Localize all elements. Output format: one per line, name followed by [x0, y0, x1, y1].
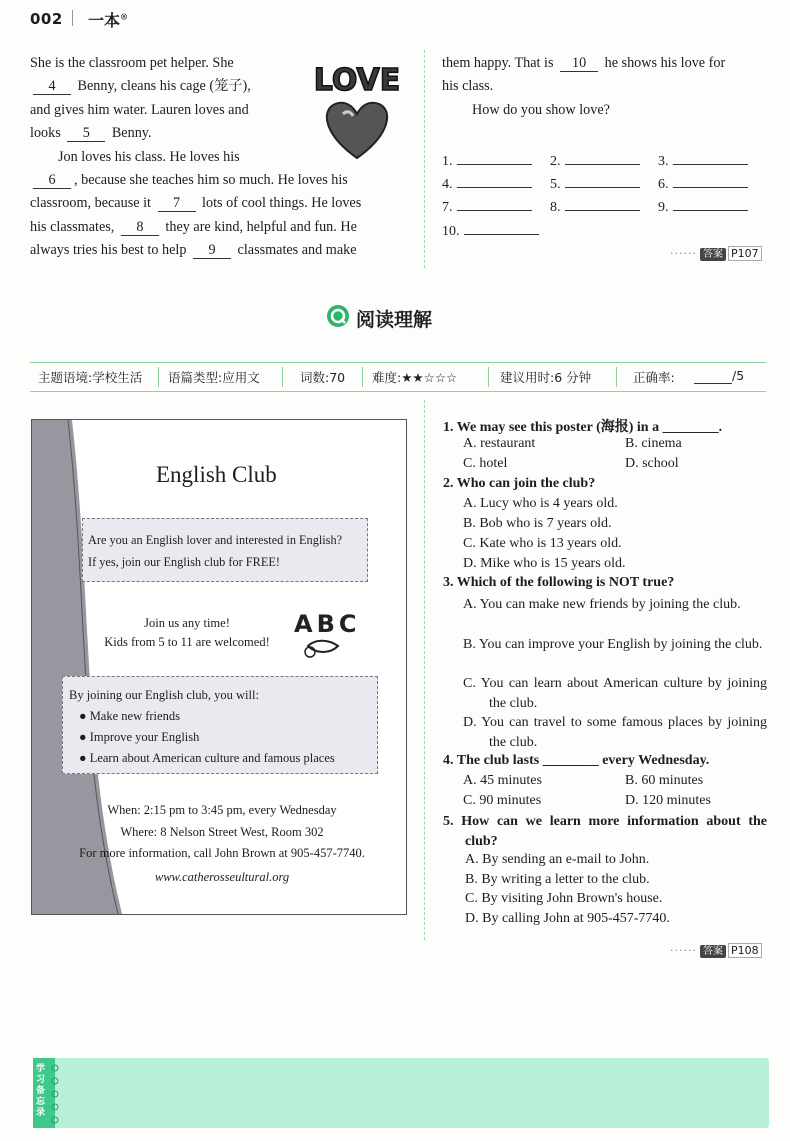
- info-bar: [30, 362, 766, 392]
- spiral-binding-icon: [50, 1062, 60, 1124]
- poster-benefit-text: Improve your English: [89, 730, 200, 744]
- question-4: [443, 753, 709, 769]
- poster-intro-line: If yes, join our English club for FREE!: [88, 555, 280, 569]
- question-text: Who can join the club?: [456, 476, 596, 491]
- answer-slot-7[interactable]: [442, 196, 532, 216]
- answer-slot-9[interactable]: [658, 196, 748, 216]
- answer-ref-page: P108: [728, 943, 762, 958]
- question-text: The club lasts ________ every Wednesday.: [456, 753, 710, 768]
- cloze-line: [442, 99, 766, 122]
- answer-line[interactable]: [457, 173, 532, 188]
- question-number: 5.: [443, 814, 454, 829]
- brand-text: 一本: [88, 11, 121, 30]
- page-number: 002: [30, 10, 63, 28]
- memo-area[interactable]: [33, 1058, 769, 1128]
- poster-intro-line: Are you an English lover and interested in English?: [88, 533, 343, 547]
- poster-details: [52, 800, 392, 888]
- cloze-text: and gives him water. Lauren loves and: [30, 101, 249, 118]
- info-genre: 语篇类型:应用文: [168, 370, 260, 385]
- answer-ref-dots: ······: [670, 944, 697, 957]
- cloze-text: they are kind, helpful and fun. He: [165, 218, 357, 235]
- answer-line[interactable]: [457, 150, 532, 165]
- answer-reference: [670, 245, 762, 260]
- accuracy-input[interactable]: [694, 383, 732, 384]
- poster-where: Where: 8 Nelson Street West, Room 302: [120, 824, 324, 839]
- blank-6[interactable]: 6: [33, 172, 71, 189]
- cloze-text: classroom, because it: [30, 195, 151, 212]
- answer-line[interactable]: [673, 173, 748, 188]
- answer-slot-4[interactable]: [442, 173, 532, 193]
- cloze-line: [30, 99, 296, 122]
- option-2a[interactable]: A. Lucy who is 4 years old.: [463, 496, 618, 511]
- answer-number: 10.: [442, 224, 460, 239]
- option-5b[interactable]: B. By writing a letter to the club.: [465, 872, 650, 887]
- answer-slot-1[interactable]: [442, 150, 532, 170]
- cloze-line: [442, 75, 766, 98]
- info-divider: [616, 367, 617, 387]
- question-3: [443, 575, 674, 591]
- poster-benefits-head: By joining our English club, you will:: [69, 688, 259, 702]
- answer-number: 4.: [442, 177, 453, 192]
- cloze-text: , because she teaches him so much. He loves his: [74, 172, 348, 189]
- info-word-count: 词数:70: [300, 370, 346, 385]
- cloze-line: [30, 75, 296, 98]
- abc-text: ABC: [294, 610, 361, 638]
- option-4c[interactable]: C. 90 minutes: [463, 793, 542, 808]
- info-divider: [362, 367, 363, 387]
- love-sticker: [303, 58, 411, 162]
- answer-slot-8[interactable]: [550, 196, 640, 216]
- poster-contact: For more information, call John Brown at 905-457-7740.: [79, 846, 365, 860]
- option-1c[interactable]: C. hotel: [463, 456, 508, 471]
- answer-ref-page: P107: [728, 246, 762, 261]
- cloze-line: [442, 52, 766, 75]
- love-sticker-text: LOVE: [313, 63, 401, 98]
- question-text: We may see this poster (海报) in a ________.: [456, 420, 723, 435]
- poster-url: www.catherosseultural.org: [154, 869, 290, 884]
- info-accuracy-total: /5: [732, 368, 745, 383]
- option-2c[interactable]: C. Kate who is 13 years old.: [463, 536, 622, 551]
- cloze-line: [30, 216, 410, 239]
- cloze-text: classmates and make: [237, 242, 357, 259]
- section-badge-icon: [326, 304, 350, 328]
- answer-number: 1.: [442, 154, 453, 169]
- cloze-text: She is the classroom pet helper. She: [30, 55, 234, 71]
- answer-number: 3.: [658, 154, 669, 169]
- answer-ref-label: 答案: [700, 945, 726, 958]
- answer-slot-10[interactable]: [442, 220, 539, 240]
- info-topic: 主题语境:学校生活: [38, 370, 143, 385]
- info-accuracy-label: 正确率:: [633, 370, 675, 385]
- option-3c[interactable]: C. You can learn about American culture by joining the club.: [463, 676, 767, 711]
- cloze-text: Benny.: [111, 125, 152, 142]
- option-4b[interactable]: B. 60 minutes: [625, 773, 704, 788]
- section-title: 阅读理解: [356, 309, 433, 331]
- answer-line[interactable]: [464, 220, 539, 235]
- poster-benefit-item: ● Improve your English: [79, 730, 200, 744]
- answer-number: 8.: [550, 200, 561, 215]
- question-text: Which of the following is NOT true?: [456, 575, 675, 590]
- question-2: [443, 476, 595, 492]
- brand-logo: [88, 8, 128, 31]
- poster-benefits-box: [62, 676, 378, 774]
- question-number: 1.: [443, 420, 454, 435]
- question-number: 3.: [443, 575, 454, 590]
- option-1d[interactable]: D. school: [625, 456, 679, 471]
- cloze-line: [30, 192, 410, 215]
- cloze-line: [30, 146, 296, 169]
- info-divider: [158, 367, 159, 387]
- answer-number: 2.: [550, 154, 561, 169]
- option-2d[interactable]: D. Mike who is 15 years old.: [463, 556, 626, 571]
- blank-8[interactable]: 8: [121, 219, 159, 236]
- option-3b[interactable]: B. You can improve your English by joining the club.: [463, 637, 763, 652]
- cloze-line: [30, 52, 296, 75]
- option-3d[interactable]: D. You can travel to some famous places by joining the club.: [463, 715, 767, 750]
- header-divider: [72, 10, 73, 26]
- cloze-line: [30, 122, 296, 145]
- poster-join-line: Join us any time!: [144, 616, 230, 630]
- option-5a[interactable]: A. By sending an e-mail to John.: [465, 852, 650, 867]
- poster-benefit-text: Learn about American culture and famous places: [89, 751, 335, 765]
- cloze-line: [30, 239, 410, 262]
- question-text: How can we learn more information about the club?: [461, 814, 768, 849]
- answer-slot-3[interactable]: [658, 150, 748, 170]
- answer-number: 5.: [550, 177, 561, 192]
- cloze-text: Benny, cleans his cage (笼子),: [77, 78, 251, 95]
- question-number: 2.: [443, 476, 454, 491]
- answer-reference: [670, 942, 762, 957]
- heart-icon: [303, 58, 411, 162]
- option-4d[interactable]: D. 120 minutes: [625, 793, 711, 808]
- option-2b[interactable]: B. Bob who is 7 years old.: [463, 516, 612, 531]
- blank-5[interactable]: 5: [67, 125, 105, 142]
- blank-7[interactable]: 7: [158, 195, 196, 212]
- answer-number: 7.: [442, 200, 453, 215]
- option-4a[interactable]: A. 45 minutes: [463, 773, 542, 788]
- answer-number: 6.: [658, 177, 669, 192]
- poster-when: When: 2:15 pm to 3:45 pm, every Wednesday: [107, 803, 337, 817]
- answer-line[interactable]: [457, 196, 532, 211]
- poster-benefit-item: ● Make new friends: [79, 709, 180, 723]
- poster-benefit-item: ● Learn about American culture and famous places: [79, 751, 335, 765]
- blank-10[interactable]: 10: [560, 55, 598, 72]
- cloze-text: always tries his best to help: [30, 242, 187, 259]
- cloze-text: them happy. That is: [442, 55, 554, 71]
- cloze-text: his classmates,: [30, 218, 115, 235]
- cloze-text: looks: [30, 125, 61, 142]
- question-1: [443, 416, 722, 436]
- answer-ref-label: 答案: [700, 248, 726, 261]
- option-5c[interactable]: C. By visiting John Brown's house.: [465, 891, 663, 906]
- info-divider: [282, 367, 283, 387]
- english-club-poster: [31, 419, 407, 915]
- option-3a[interactable]: A. You can make new friends by joining the club.: [463, 597, 741, 612]
- question-number: 4.: [443, 753, 454, 768]
- cloze-text: he shows his love for: [604, 55, 726, 71]
- answer-line[interactable]: [565, 173, 640, 188]
- poster-join-line: Kids from 5 to 11 are welcomed!: [104, 635, 270, 649]
- blank-4[interactable]: 4: [33, 78, 71, 95]
- cloze-text: his class.: [442, 78, 494, 95]
- abc-illustration-icon: [290, 606, 370, 666]
- cloze-text: How do you show love?: [472, 101, 610, 118]
- option-1b[interactable]: B. cinema: [625, 436, 682, 451]
- answer-line[interactable]: [565, 150, 640, 165]
- memo-label: 学习备忘录: [36, 1064, 46, 1118]
- answer-slot-5[interactable]: [550, 173, 640, 193]
- poster-title: English Club: [156, 462, 277, 487]
- cloze-text: Jon loves his class. He loves his: [58, 148, 240, 165]
- answer-number: 9.: [658, 200, 669, 215]
- cloze-passage-right: [442, 52, 766, 122]
- column-divider: [424, 400, 425, 940]
- brand-mark: ®: [120, 11, 129, 22]
- answer-slot-2[interactable]: [550, 150, 640, 170]
- info-difficulty: 难度:★★☆☆☆: [372, 370, 458, 385]
- poster-join-text: [92, 614, 282, 652]
- answer-line[interactable]: [673, 196, 748, 211]
- cloze-text: lots of cool things. He loves: [202, 195, 362, 212]
- info-divider: [488, 367, 489, 387]
- answer-ref-dots: ······: [670, 247, 697, 260]
- cloze-line: [30, 169, 410, 192]
- question-5: [443, 812, 767, 852]
- answer-line[interactable]: [565, 196, 640, 211]
- option-1a[interactable]: A. restaurant: [463, 436, 536, 451]
- option-5d[interactable]: D. By calling John at 905-457-7740.: [465, 911, 670, 926]
- column-divider: [424, 50, 425, 268]
- blank-9[interactable]: 9: [193, 242, 231, 259]
- poster-intro-box: [82, 518, 368, 582]
- poster-benefit-text: Make new friends: [89, 709, 180, 723]
- info-suggested-time: 建议用时:6 分钟: [500, 370, 592, 385]
- answer-slot-6[interactable]: [658, 173, 748, 193]
- answer-line[interactable]: [673, 150, 748, 165]
